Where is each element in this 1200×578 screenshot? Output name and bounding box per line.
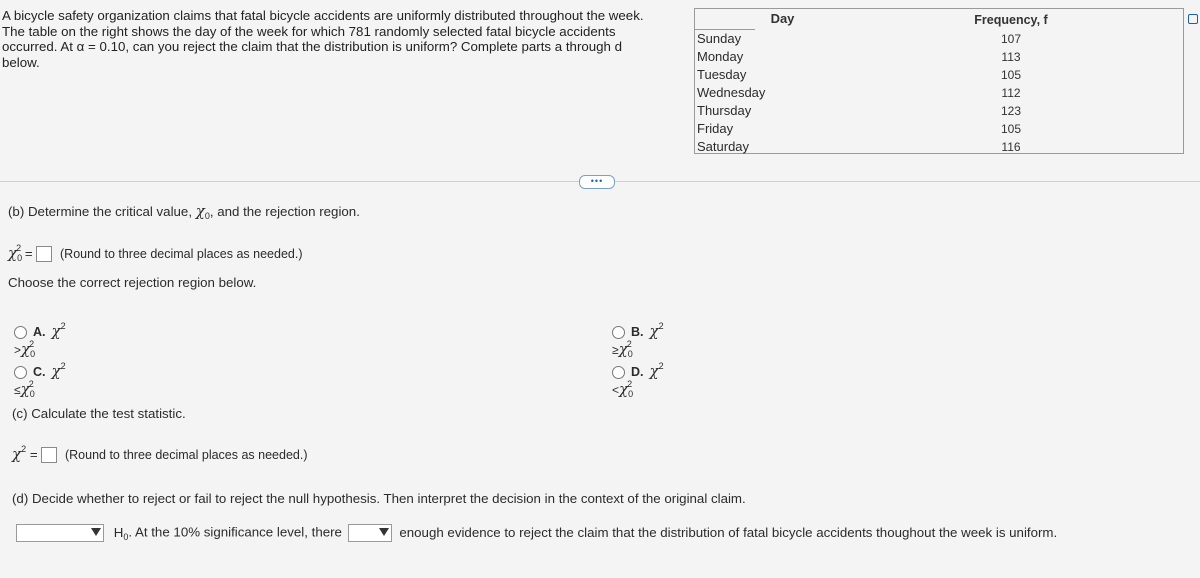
day-list	[697, 30, 765, 156]
radio-option-b[interactable]	[612, 326, 625, 339]
frequency-list	[951, 30, 1071, 156]
part-d-prompt: (d) Decide whether to reject or fail to reject the null hypothesis. Then interpret the decision in the context of the original claim.	[12, 491, 746, 506]
table-cell-frequency: 107	[1000, 32, 1022, 46]
part-b-prompt: (b) Determine the critical value, $\chi_0$, and the rejection region.	[8, 202, 360, 221]
table-cell-frequency: 105	[1000, 122, 1022, 136]
chevron-down-icon	[91, 528, 101, 536]
reject-decision-select[interactable]	[16, 524, 104, 542]
table-cell-day: Sunday	[697, 31, 742, 46]
test-statistic-row: $\chi^2$ = (Round to three decimal places as needed.)	[12, 444, 308, 463]
table-cell-frequency: 105	[1000, 68, 1022, 82]
table-cell-day: Wednesday	[697, 85, 766, 100]
choose-region-text: Choose the correct rejection region below.	[8, 275, 257, 290]
critical-value-input[interactable]	[36, 246, 52, 262]
table-cell-frequency: 112	[1001, 86, 1021, 100]
chi-symbol: χ	[195, 202, 205, 220]
problem-statement	[2, 8, 682, 70]
intro-line-4: below.	[2, 54, 40, 70]
option-b[interactable]: B. $\chi^2 \ge\chi_0^2$	[612, 321, 664, 359]
table-cell-day: Monday	[697, 49, 744, 64]
table-cell-frequency: 113	[1001, 50, 1021, 64]
table-cell-day: Thursday	[697, 103, 752, 118]
option-a[interactable]: A. $\chi^2 >\chi_0^2$	[14, 321, 66, 359]
option-d[interactable]: D. $\chi^2 <\chi_0^2$	[612, 361, 664, 399]
copy-data-icon[interactable]	[1188, 14, 1198, 24]
table-cell-day: Friday	[697, 121, 734, 136]
intro-line-2: The table on the right shows the day of the week for which 781 randomly selected fatal bicycle accidents	[2, 23, 616, 39]
test-statistic-input[interactable]	[41, 447, 57, 463]
intro-line-1: A bicycle safety organization claims that fatal bicycle accidents are uniformly distributed throughout the week.	[2, 8, 644, 23]
evidence-select[interactable]	[348, 524, 392, 542]
critical-value-row: $\chi_0^2$ = (Round to three decimal places as needed.)	[8, 243, 303, 263]
round-note-c: (Round to three decimal places as needed.)	[64, 448, 308, 462]
table-cell-day: Tuesday	[697, 67, 747, 82]
part-d-answer-row: $H_0$. At the 10% significance level, there enough evidence to reject the claim that the distribution of fatal bicycle accidents thoughout the week is uniform.	[16, 524, 1057, 542]
table-cell-frequency: 123	[1000, 104, 1022, 118]
table-cell-day: Saturday	[697, 139, 750, 154]
part-c-prompt: (c) Calculate the test statistic.	[12, 406, 186, 421]
table-cell-frequency: 116	[1001, 140, 1021, 154]
radio-option-c[interactable]	[14, 366, 27, 379]
table-header-day: Day	[770, 11, 795, 26]
radio-option-a[interactable]	[14, 326, 27, 339]
radio-option-d[interactable]	[612, 366, 625, 379]
chevron-down-icon	[379, 528, 389, 536]
expand-more-button[interactable]: •••	[579, 175, 615, 189]
round-note-b: (Round to three decimal places as needed.)	[60, 247, 303, 261]
option-c[interactable]: C. $\chi^2 \le\chi_0^2$	[14, 361, 66, 399]
intro-line-3: occurred. At α = 0.10, can you reject the claim that the distribution is uniform? Complete parts a through d	[2, 39, 623, 54]
table-header-frequency: Frequency, f	[974, 13, 1048, 27]
frequency-table	[694, 8, 1184, 154]
